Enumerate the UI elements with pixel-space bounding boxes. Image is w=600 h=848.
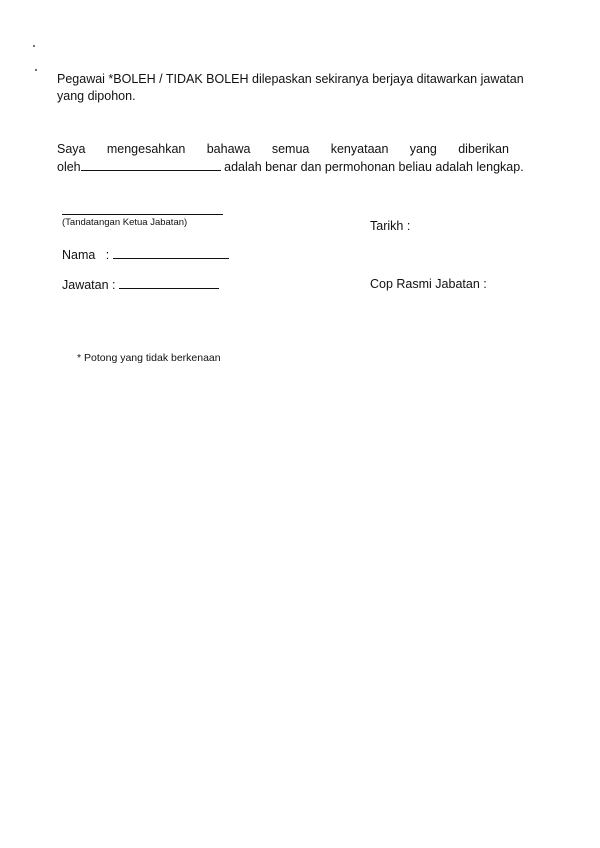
word: yang [409,142,437,156]
certification-line2 [57,158,524,176]
signature-line[interactable] [62,214,223,215]
release-statement [57,71,524,105]
oleh-label: oleh [57,160,81,174]
word: Saya [57,142,86,156]
jawatan-row [62,276,219,294]
nama-label: Nama : [62,248,110,262]
signature-caption: (Tandatangan Ketua Jabatan) [62,217,188,228]
release-statement-line1: Pegawai *BOLEH / TIDAK BOLEH dilepaskan sekiranya berjaya ditawarkan jawatan [57,72,524,86]
word: semua [271,142,310,156]
word: diberikan [458,142,509,156]
oleh-blank-field[interactable] [81,158,221,171]
stray-mark [35,69,37,71]
nama-blank-field[interactable] [113,246,229,259]
cop-rasmi-label: Cop Rasmi Jabatan : [370,277,487,291]
tarikh-label: Tarikh : [370,219,411,233]
word: bahawa [206,142,251,156]
certification-line1 [57,141,509,158]
word: mengesahkan [106,142,186,156]
release-statement-line2: yang dipohon. [57,89,136,103]
jawatan-blank-field[interactable] [119,276,219,289]
certification-line2-suffix: adalah benar dan permohonan beliau adalah lengkap. [220,160,524,174]
footnote: * Potong yang tidak berkenaan [77,352,221,364]
word: kenyataan [330,142,389,156]
nama-row [62,246,229,264]
stray-mark [33,45,35,47]
jawatan-label: Jawatan : [62,278,116,292]
certification-statement [57,141,524,176]
